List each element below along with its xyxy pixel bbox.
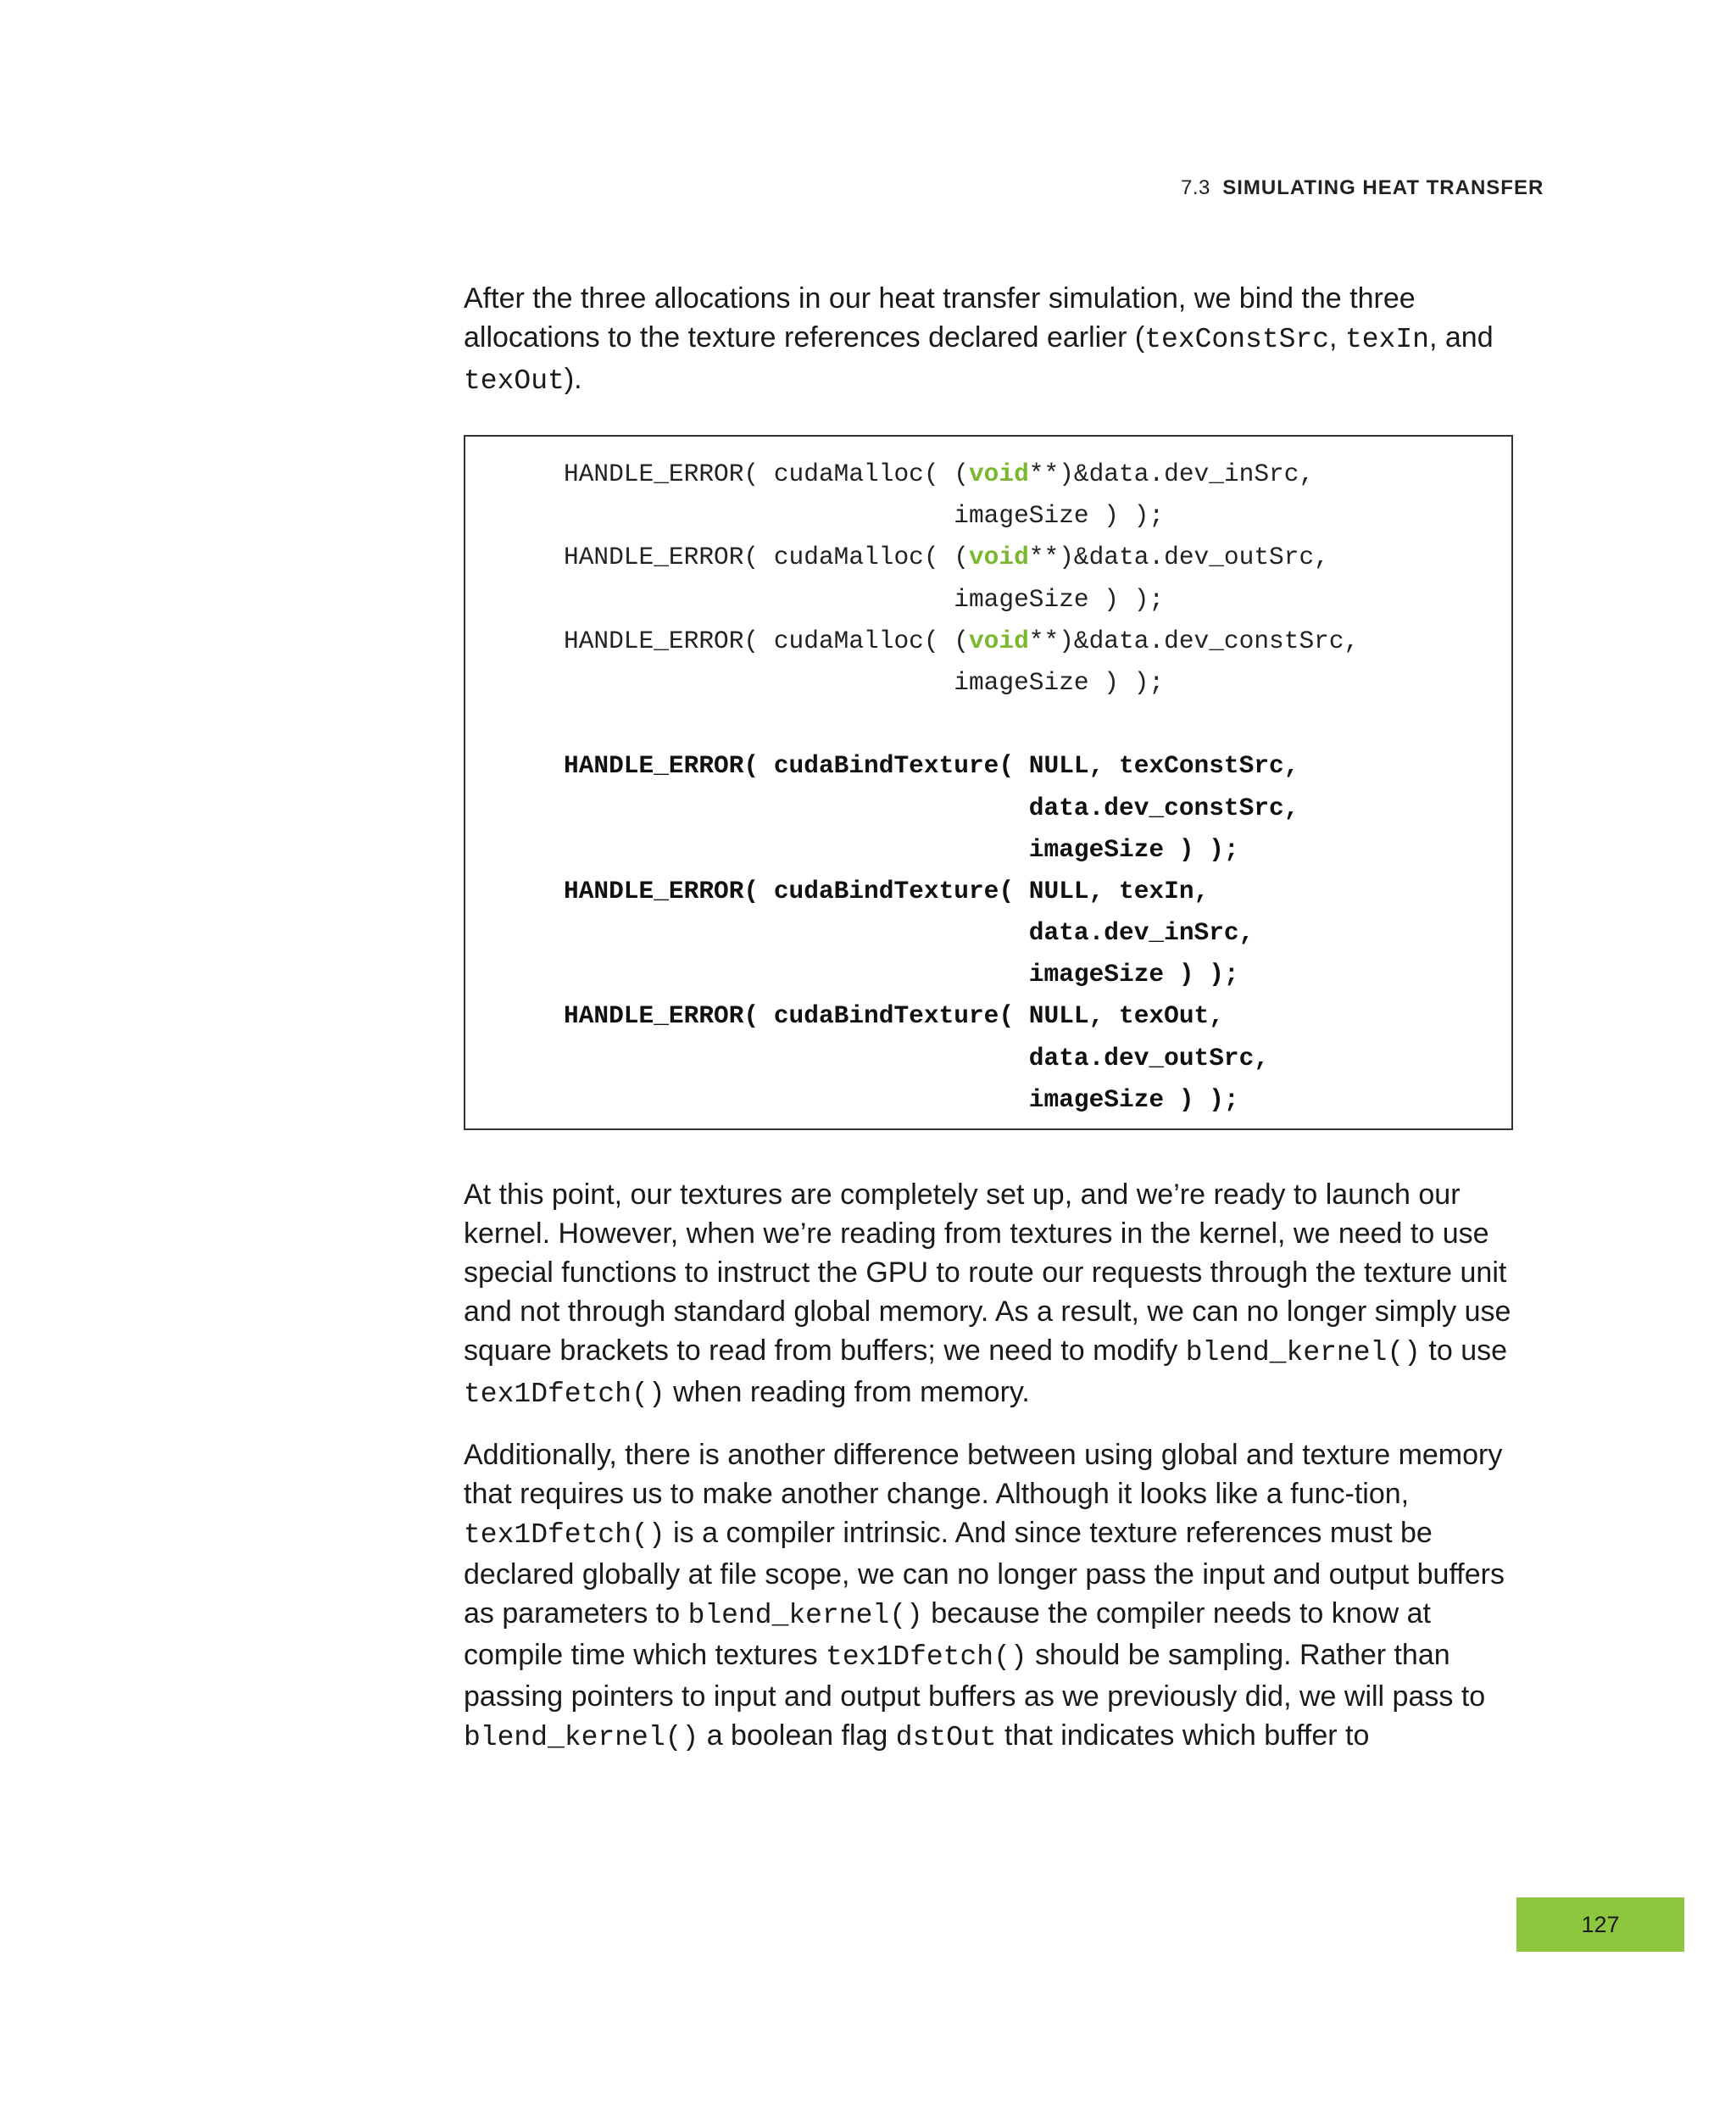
- inline-code: texIn: [1344, 324, 1429, 355]
- section-title: SIMULATING HEAT TRANSFER: [1222, 176, 1544, 199]
- text: After the three allocations in our heat transfer simulation, we bind the three allocations to the texture references declared earlier (: [464, 282, 1416, 354]
- inline-code: texConstSrc: [1144, 324, 1330, 355]
- text: a boolean flag: [698, 1719, 896, 1752]
- code-line: data.dev_outSrc,: [564, 1043, 1270, 1072]
- page-number: 127: [1581, 1911, 1620, 1937]
- code-line: HANDLE_ERROR( cudaMalloc( (void**)&data.dev_outSrc,: [564, 543, 1329, 572]
- text: Additionally, there is another difference between using global and texture memory that requires us to make another change. Although it looks like a func-tion,: [464, 1439, 1503, 1510]
- text: to use: [1420, 1334, 1508, 1367]
- code-line: imageSize ) );: [564, 1084, 1239, 1114]
- code-line: HANDLE_ERROR( cudaBindTexture( NULL, texIn,: [564, 876, 1210, 905]
- running-head: [1181, 176, 1544, 200]
- text: ).: [564, 363, 582, 395]
- code-line: HANDLE_ERROR( cudaBindTexture( NULL, texOut,: [564, 1001, 1224, 1031]
- inline-code: tex1Dfetch(): [826, 1641, 1027, 1673]
- inline-code: tex1Dfetch(): [464, 1519, 665, 1551]
- text: that indicates which buffer to: [996, 1719, 1370, 1752]
- text: when reading from memory.: [665, 1376, 1030, 1408]
- text: ,: [1329, 321, 1345, 354]
- inline-code: tex1Dfetch(): [464, 1379, 665, 1410]
- code-line: data.dev_constSrc,: [564, 793, 1299, 822]
- paragraph-2: [464, 1175, 1519, 1414]
- inline-code: blend_kernel(): [1185, 1337, 1421, 1368]
- code-line: imageSize ) );: [564, 501, 1165, 531]
- section-number: 7.3: [1181, 176, 1210, 199]
- code-block: [564, 454, 1359, 1121]
- inline-code: dstOut: [895, 1722, 997, 1753]
- code-line: imageSize ) );: [564, 834, 1239, 864]
- text: At this point, our textures are completely set up, and we’re ready to launch our kernel. However, when we’re reading from textures in the kernel, we need to use special functions to instruct the GPU to route our requests through the texture unit and not through standard global memory. As a result, we can no longer simply use square brackets to read from buffers; we need to modify: [464, 1178, 1511, 1367]
- blank-line: [564, 704, 1359, 745]
- keyword: void: [968, 543, 1029, 572]
- keyword: void: [968, 626, 1029, 655]
- inline-code: blend_kernel(): [464, 1722, 699, 1753]
- keyword: void: [968, 460, 1029, 488]
- paragraph-3: [464, 1435, 1519, 1758]
- code-line: HANDLE_ERROR( cudaMalloc( (void**)&data.dev_inSrc,: [564, 460, 1315, 488]
- text: is a compiler intrinsic. And since texture references must be declared globally at file scope, we can no longer pass the input and output buffers as parameters to: [464, 1517, 1505, 1630]
- inline-code: blend_kernel(): [687, 1600, 923, 1631]
- text: , and: [1428, 321, 1494, 354]
- inline-code: texOut: [464, 365, 565, 397]
- text: because the compiler needs to know at compile time which textures: [464, 1597, 1431, 1671]
- code-listing: [464, 435, 1513, 1130]
- code-line: data.dev_inSrc,: [564, 918, 1255, 948]
- text: should be sampling. Rather than passing pointers to input and output buffers as we previously did, we will pass to: [464, 1639, 1486, 1713]
- code-line: HANDLE_ERROR( cudaMalloc( (void**)&data.dev_constSrc,: [564, 626, 1360, 655]
- code-line: HANDLE_ERROR( cudaBindTexture( NULL, texConstSrc,: [564, 751, 1299, 781]
- page-number-tab: [1516, 1897, 1684, 1952]
- code-line: imageSize ) );: [564, 667, 1165, 697]
- code-line: imageSize ) );: [564, 960, 1239, 989]
- paragraph-1: [464, 279, 1519, 401]
- code-line: imageSize ) );: [564, 584, 1165, 614]
